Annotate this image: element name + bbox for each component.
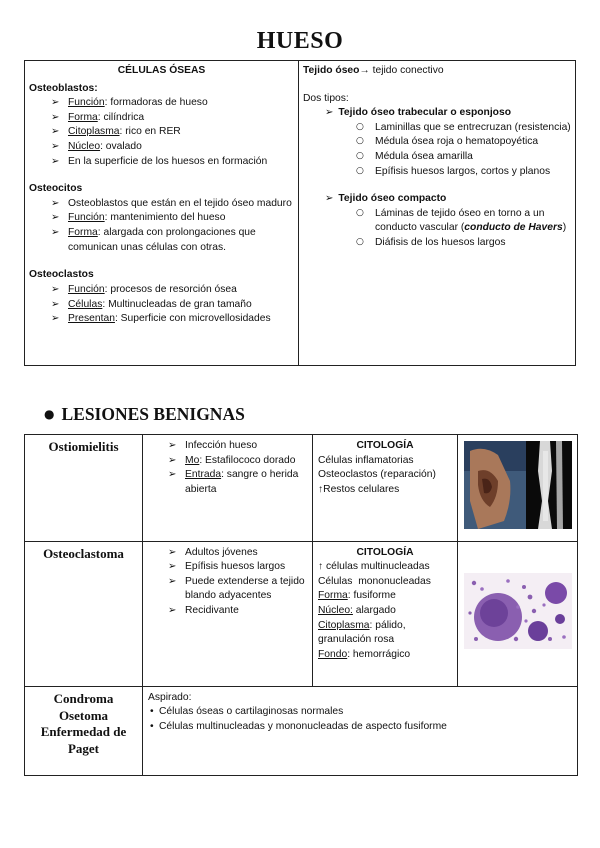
lesion-features <box>143 435 313 542</box>
list-item: ➢ En la superficie de los huesos en formación <box>51 155 294 170</box>
list-item: ○ Láminas de tejido óseo en torno a un conducto vascular (conducto de Havers) <box>355 207 571 236</box>
list-item: ○ Epífisis huesos largos, cortos y planos <box>355 165 571 180</box>
lesion-citologia: CITOLOGÍA Células inflamatorias Osteoclastos (reparación) ↑Restos celulares <box>313 435 458 542</box>
cells-column <box>25 61 299 366</box>
list-item: ➢ Mo: Estafilococo dorado <box>168 454 307 469</box>
list-item: ➢ Función: procesos de resorción ósea <box>51 283 294 298</box>
list-item: ○ Diáfisis de los huesos largos <box>355 236 571 251</box>
list-item: ➢ Forma: alargada con prolongaciones que comunican unas células con otras. <box>51 226 294 255</box>
list-item: ➢ Adultos jóvenes <box>168 546 307 561</box>
table-row <box>25 686 578 775</box>
list-item: ➢ Infección hueso <box>168 439 307 454</box>
list-item: ○ Médula ósea amarilla <box>355 150 571 165</box>
list-item: ➢ Citoplasma: rico en RER <box>51 125 294 140</box>
lesion-image <box>458 541 578 686</box>
ostiomielitis-photo-image <box>464 441 572 529</box>
osteocitos-title: Osteocitos <box>29 183 83 195</box>
list-item: ➢ Función: mantenimiento del hueso <box>51 211 294 226</box>
list-item: ➢ Recidivante <box>168 604 307 619</box>
list-item: ➢ Entrada: sangre o herida abierta <box>168 468 307 497</box>
page-title: HUESO <box>256 28 344 54</box>
list-item: ➢ Puede extenderse a tejido blando adyacentes <box>168 575 307 604</box>
list-item: ➢ Presentan: Superficie con microvellosidades <box>51 312 294 327</box>
list-item: ➢ Epífisis huesos largos <box>168 560 307 575</box>
trabecular-title: ➢ Tejido óseo trabecular o esponjoso <box>325 107 511 119</box>
list-item: ○ Laminillas que se entrecruzan (resistencia) <box>355 121 571 136</box>
list-item: • Células óseas o cartilaginosas normales <box>150 705 572 720</box>
osteocitos-list <box>29 197 294 255</box>
lesion-features <box>143 541 313 686</box>
list-item: ➢ Núcleo: ovalado <box>51 140 294 155</box>
osteoclastos-title: Osteoclastos <box>29 269 94 281</box>
osteoblastos-title: Osteoblastos: <box>29 82 98 94</box>
list-item: ○ Médula ósea roja o hematopoyética <box>355 135 571 150</box>
lesion-image <box>458 435 578 542</box>
table-row <box>25 435 578 542</box>
table-row <box>25 541 578 686</box>
lesion-citologia: CITOLOGÍA ↑ células multinucleadas Células mononucleadas Forma: fusiforme Núcleo: alargado Citoplasma: pálido, granulación rosa Fondo: hemorrágico <box>313 541 458 686</box>
osteoblastos-list <box>29 96 294 169</box>
list-item: ➢ Células: Multinucleadas de gran tamaño <box>51 298 294 313</box>
list-item: ➢ Forma: cilíndrica <box>51 111 294 126</box>
list-item: ➢ Función: formadoras de hueso <box>51 96 294 111</box>
list-item: • Células multinucleadas y mononucleadas de aspecto fusiforme <box>150 720 572 735</box>
tejido-tipos: Dos tipos: <box>303 92 349 104</box>
trabecular-list <box>303 121 571 179</box>
compacto-list <box>303 207 571 251</box>
tejido-column <box>299 61 576 366</box>
lesion-name: Condroma Osetoma Enfermedad de Paget <box>25 686 143 775</box>
cells-header: CÉLULAS ÓSEAS <box>117 65 206 76</box>
cytology-micrograph-image <box>464 573 572 649</box>
lesiones-heading: ● LESIONES BENIGNAS <box>44 404 245 424</box>
list-item: ➢ Osteoblastos que están en el tejido óseo maduro <box>51 197 294 212</box>
bone-cells-table <box>24 60 576 366</box>
lesion-name: Ostiomielitis <box>25 435 143 542</box>
compacto-title: ➢ Tejido óseo compacto <box>325 193 447 205</box>
lesion-name: Osteoclastoma <box>25 541 143 686</box>
osteoclastos-list <box>29 283 294 327</box>
tejido-intro: Tejido óseo→ tejido conectivo <box>303 65 444 76</box>
lesiones-table <box>24 434 578 776</box>
aspirado-cell: Aspirado: • Células óseas o cartilaginosas normales • Células multinucleadas y mononucleadas de aspecto fusiforme <box>143 686 578 775</box>
